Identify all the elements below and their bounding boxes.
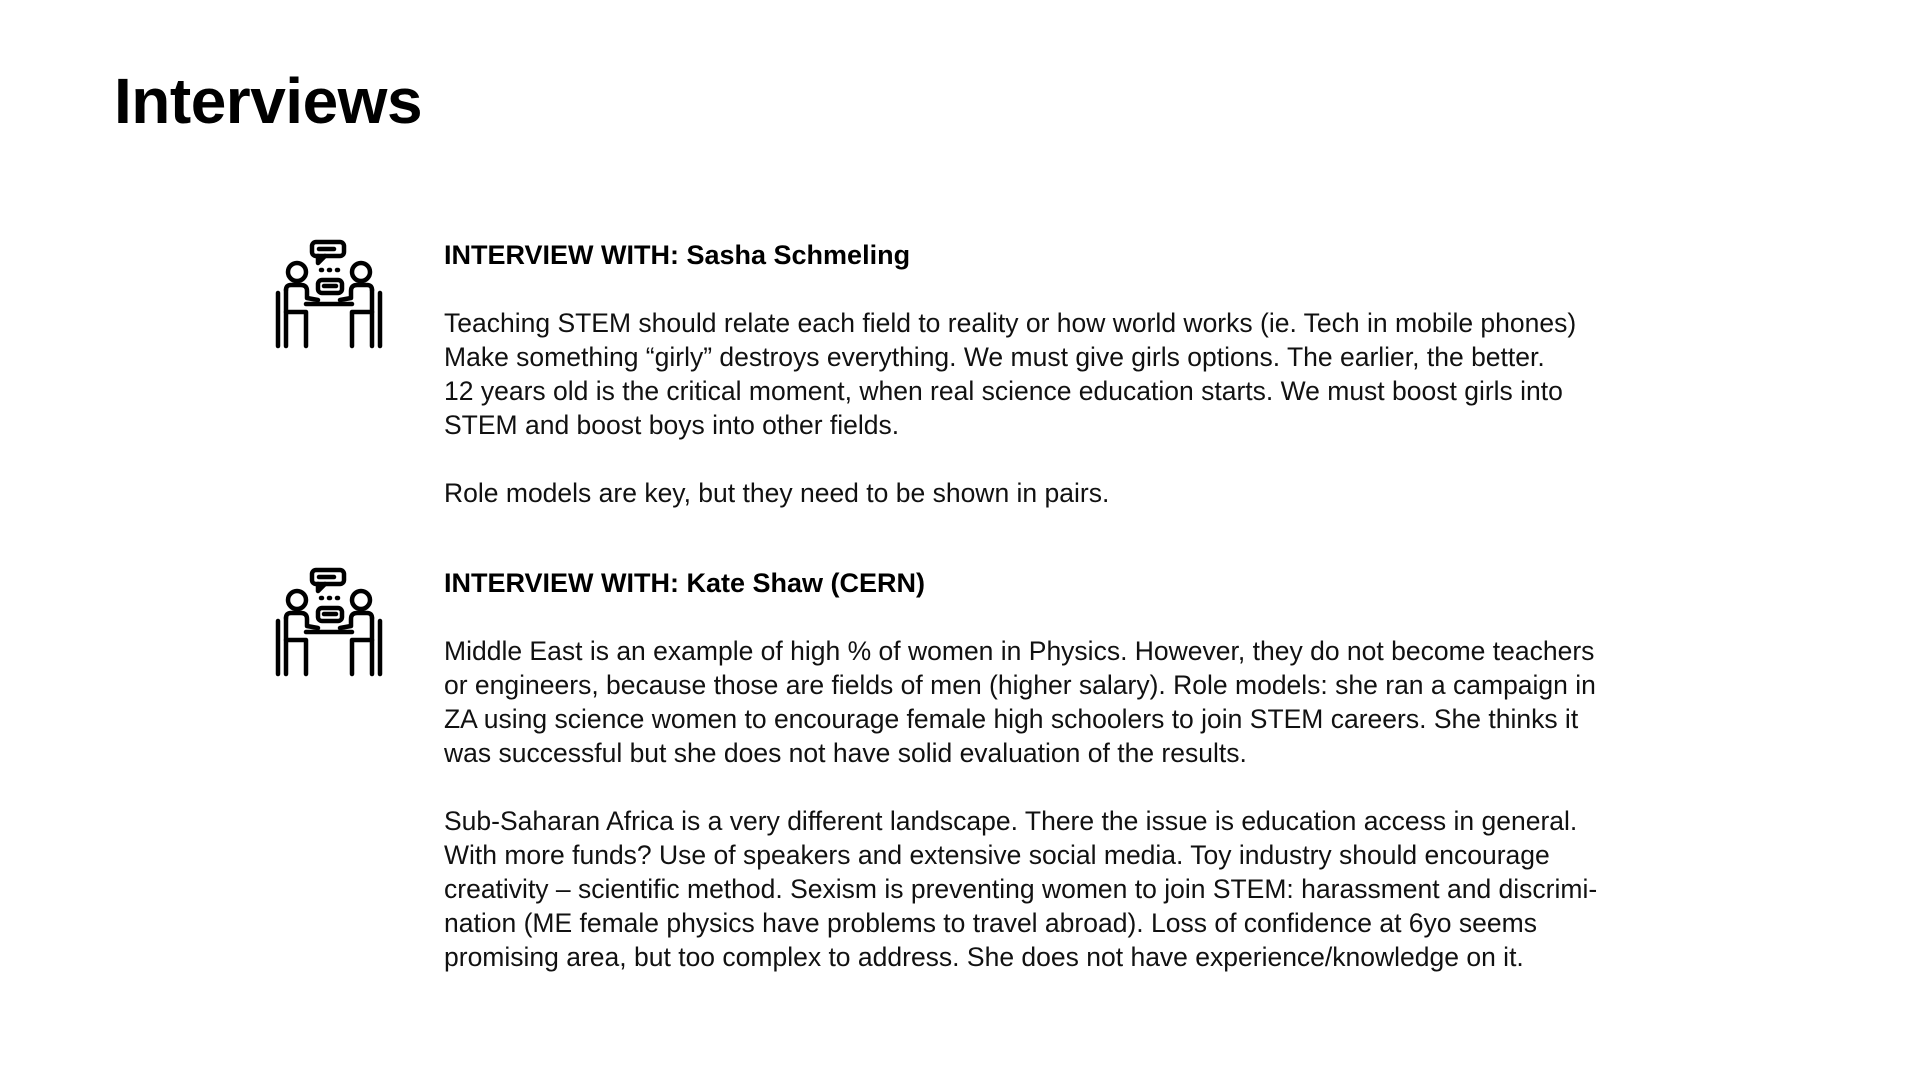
interview-paragraph xyxy=(444,804,1694,974)
text-line: Teaching STEM should relate each field to reality or how world works (ie. Tech in mobile phones) xyxy=(444,308,1577,338)
meeting-icon xyxy=(274,238,384,350)
text-line: STEM and boost boys into other fields. xyxy=(444,410,900,440)
interview-heading: INTERVIEW WITH: Kate Shaw (CERN) xyxy=(444,568,926,598)
interview-paragraph xyxy=(444,634,1694,770)
page-title: Interviews xyxy=(114,65,423,137)
text-line: creativity – scientific method. Sexism is preventing women to join STEM: harassment and discrimi- xyxy=(444,874,1598,904)
text-line: Middle East is an example of high % of women in Physics. However, they do not become teachers xyxy=(444,636,1595,666)
text-line: was successful but she does not have solid evaluation of the results. xyxy=(444,738,1247,768)
text-line: nation (ME female physics have problems to travel abroad). Loss of confidence at 6yo seems xyxy=(444,908,1537,938)
interview-paragraph xyxy=(444,306,1694,442)
meeting-icon xyxy=(274,566,384,678)
text-line: With more funds? Use of speakers and extensive social media. Toy industry should encourage xyxy=(444,840,1550,870)
text-line: Sub-Saharan Africa is a very different landscape. There the issue is education access in general. xyxy=(444,806,1578,836)
text-line: ZA using science women to encourage female high schoolers to join STEM careers. She thinks it xyxy=(444,704,1579,734)
text-line: or engineers, because those are fields of men (higher salary). Role models: she ran a campaign in xyxy=(444,670,1596,700)
text-line: promising area, but too complex to address. She does not have experience/knowledge on it. xyxy=(444,942,1524,972)
text-line: Role models are key, but they need to be shown in pairs. xyxy=(444,478,1110,508)
interview-paragraph xyxy=(444,476,1694,510)
interview-heading: INTERVIEW WITH: Sasha Schmeling xyxy=(444,240,911,270)
text-line: 12 years old is the critical moment, when real science education starts. We must boost girls into xyxy=(444,376,1563,406)
text-line: Make something “girly” destroys everything. We must give girls options. The earlier, the better. xyxy=(444,342,1545,372)
